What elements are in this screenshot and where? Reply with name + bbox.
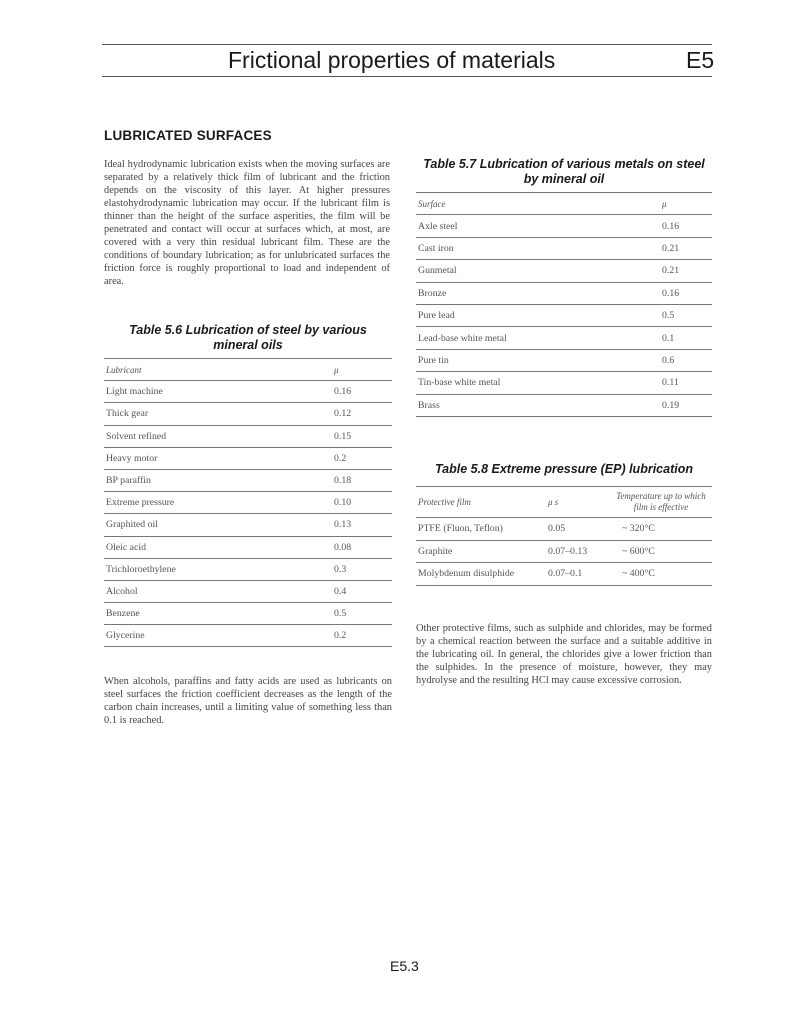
table-5-6-caption-line1: Table 5.6 Lubrication of steel by various <box>129 323 367 337</box>
film-name: Molybdenum disulphide <box>416 563 546 586</box>
page-header-code: E5 <box>686 47 715 73</box>
mu-value: 0.08 <box>332 536 392 558</box>
table-5-7-caption-line2: by mineral oil <box>523 172 605 186</box>
lubricant-name: Light machine <box>104 381 332 403</box>
table-row <box>416 237 712 259</box>
table-row <box>104 403 392 425</box>
table-5-7-caption <box>416 157 712 187</box>
lubricant-name: Benzene <box>104 603 332 625</box>
table-row <box>104 603 392 625</box>
table-row <box>416 215 712 237</box>
page-number: E5.3 <box>390 958 419 974</box>
mu-value: 0.4 <box>332 580 392 602</box>
column-header-surface: Surface <box>416 193 660 215</box>
temperature-value: ~ 600°C <box>608 540 712 563</box>
table-row <box>416 282 712 304</box>
table-row <box>416 563 712 586</box>
mu-value: 0.07–0.13 <box>546 540 608 563</box>
column-header-protective-film: Protective film <box>416 487 546 518</box>
table-5-7 <box>416 192 712 417</box>
table-row <box>416 349 712 371</box>
table-5-6-caption-line2: mineral oils <box>213 338 283 352</box>
temperature-header-line1: Temperature up to which <box>616 491 706 501</box>
mu-value: 0.16 <box>332 381 392 403</box>
header-rule-top <box>102 44 712 45</box>
mu-value: 0.10 <box>332 492 392 514</box>
table-5-6-caption <box>104 323 392 353</box>
table-row <box>104 625 392 647</box>
table-row <box>416 372 712 394</box>
table-header-row <box>416 487 712 518</box>
table-header-row <box>104 359 392 381</box>
mu-value: 0.2 <box>332 625 392 647</box>
table-row <box>104 381 392 403</box>
mu-value: 0.3 <box>332 558 392 580</box>
mu-value: 0.21 <box>660 260 712 282</box>
lubricant-name: Trichloroethylene <box>104 558 332 580</box>
mu-value: 0.19 <box>660 394 712 416</box>
column-header-lubricant: Lubricant <box>104 359 332 381</box>
table-row <box>104 536 392 558</box>
page-header-title: Frictional properties of materials <box>228 47 556 73</box>
surface-name: Bronze <box>416 282 660 304</box>
temperature-value: ~ 400°C <box>608 563 712 586</box>
lubricant-name: Thick gear <box>104 403 332 425</box>
mu-value: 0.6 <box>660 349 712 371</box>
lubricant-name: Oleic acid <box>104 536 332 558</box>
alcohols-paragraph: When alcohols, paraffins and fatty acids are used as lubricants on steel surfaces the friction coefficient decreases as the length of the carbon chain increases, until a limiting value of something less than 0.1 is reached. <box>104 676 392 726</box>
mu-value: 0.2 <box>332 447 392 469</box>
intro-paragraph: Ideal hydrodynamic lubrication exists when the moving surfaces are separated by a relatively thick film of lubricant and the friction depends on the viscosity of this layer. At higher pressures elastohydrodynamic lubrication may occur. If the lubricant film is thinner than the height of the surface asperities, the film will be penetrated and contact will occur at surfaces which, at most, are covered with a very thin residual lubricant film. These are the conditions of boundary lubrication; as for unlubricated surfaces the friction force is roughly proportional to load and independent of area. <box>104 159 390 287</box>
lubricant-name: Heavy motor <box>104 447 332 469</box>
table-5-8-caption: Table 5.8 Extreme pressure (EP) lubrication <box>435 462 693 476</box>
table-row <box>104 558 392 580</box>
column-header-mu: μ <box>660 193 712 215</box>
surface-name: Lead-base white metal <box>416 327 660 349</box>
table-row <box>104 425 392 447</box>
mu-value: 0.07–0.1 <box>546 563 608 586</box>
mu-value: 0.21 <box>660 237 712 259</box>
surface-name: Axle steel <box>416 215 660 237</box>
mu-value: 0.1 <box>660 327 712 349</box>
lubricant-name: Graphited oil <box>104 514 332 536</box>
table-row <box>416 540 712 563</box>
table-row <box>416 327 712 349</box>
column-header-temperature <box>608 487 712 518</box>
mu-value: 0.18 <box>332 469 392 491</box>
table-row <box>104 469 392 491</box>
table-row <box>104 447 392 469</box>
mu-value: 0.11 <box>660 372 712 394</box>
surface-name: Tin-base white metal <box>416 372 660 394</box>
mu-value: 0.5 <box>332 603 392 625</box>
mu-value: 0.15 <box>332 425 392 447</box>
table-5-8 <box>416 486 712 586</box>
column-header-mu-s: μ s <box>546 487 608 518</box>
mu-value: 0.13 <box>332 514 392 536</box>
surface-name: Pure tin <box>416 349 660 371</box>
lubricant-name: Alcohol <box>104 580 332 602</box>
column-header-mu: μ <box>332 359 392 381</box>
surface-name: Brass <box>416 394 660 416</box>
table-row <box>104 580 392 602</box>
table-5-6 <box>104 358 392 647</box>
surface-name: Pure lead <box>416 304 660 326</box>
lubricant-name: BP paraffin <box>104 469 332 491</box>
table-row <box>416 260 712 282</box>
table-header-row <box>416 193 712 215</box>
lubricant-name: Glycerine <box>104 625 332 647</box>
mu-value: 0.16 <box>660 282 712 304</box>
mu-value: 0.12 <box>332 403 392 425</box>
temperature-value: ~ 320°C <box>608 518 712 541</box>
table-row <box>416 518 712 541</box>
other-films-paragraph: Other protective films, such as sulphide and chlorides, may be formed by a chemical reaction between the surface and a suitable additive in the lubricating oil. In general, the chlorides give a lower friction than the sulphides. In the presence of moisture, however, they may hydrolyse and the resulting HCl may cause excessive corrosion. <box>416 623 712 686</box>
table-row <box>104 492 392 514</box>
surface-name: Cast iron <box>416 237 660 259</box>
mu-value: 0.05 <box>546 518 608 541</box>
surface-name: Gunmetal <box>416 260 660 282</box>
table-row <box>104 514 392 536</box>
mu-value: 0.16 <box>660 215 712 237</box>
lubricant-name: Extreme pressure <box>104 492 332 514</box>
mu-value: 0.5 <box>660 304 712 326</box>
section-heading: LUBRICATED SURFACES <box>104 128 272 143</box>
table-row <box>416 304 712 326</box>
film-name: Graphite <box>416 540 546 563</box>
film-name: PTFE (Fluon, Teflon) <box>416 518 546 541</box>
temperature-header-line2: film is effective <box>633 502 689 512</box>
header-rule-bottom <box>102 76 712 77</box>
lubricant-name: Solvent refined <box>104 425 332 447</box>
table-row <box>416 394 712 416</box>
table-5-7-caption-line1: Table 5.7 Lubrication of various metals on steel <box>423 157 705 171</box>
